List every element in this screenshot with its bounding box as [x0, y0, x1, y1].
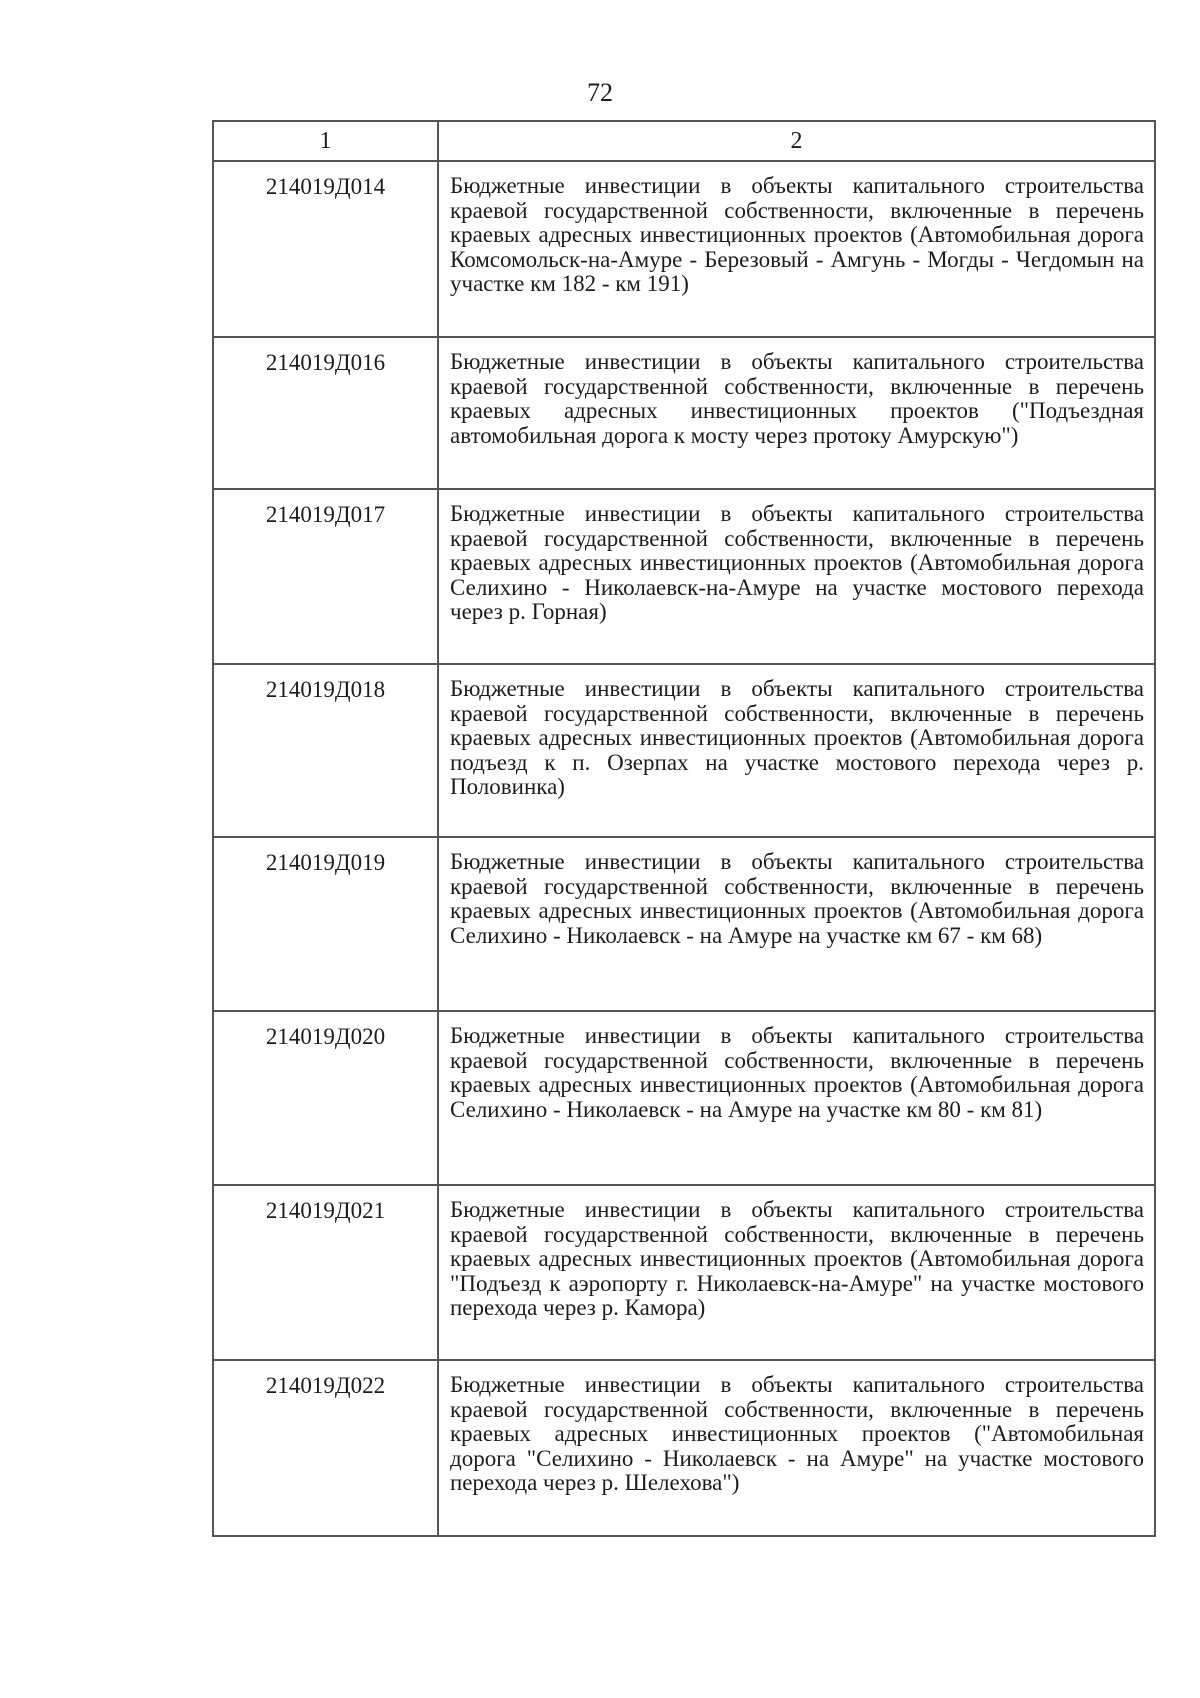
- row-code: 214019Д021: [213, 1185, 438, 1360]
- row-description-cell: [438, 837, 1155, 1011]
- row-code: 214019Д020: [213, 1011, 438, 1185]
- row-code: 214019Д022: [213, 1360, 438, 1536]
- page-number: 72: [587, 78, 613, 107]
- row-description-cell: [438, 1360, 1155, 1536]
- table-row: [213, 664, 1155, 837]
- row-code: 214019Д017: [213, 489, 438, 664]
- table-row: [213, 1360, 1155, 1536]
- table-row: [213, 837, 1155, 1011]
- row-code: 214019Д019: [213, 837, 438, 1011]
- table-row: [213, 1011, 1155, 1185]
- table-row: [213, 489, 1155, 664]
- table-row: [213, 161, 1155, 337]
- row-description: Бюджетные инвестиции в объекты капитального строительства краевой государственной собственности, включенные в перечень краевых адресных инвестиционных проектов (Автомобильная дорога Селихино - Николаевск - на Амуре на участке км 80 - км 81): [450, 1023, 1144, 1122]
- row-description: Бюджетные инвестиции в объекты капитального строительства краевой государственной собственности, включенные в перечень краевых адресных инвестиционных проектов (Автомобильная дорога подъезд к п. Озерпах на участке мостового перехода через р. Половинка): [450, 676, 1144, 799]
- table-row: [213, 337, 1155, 489]
- row-code: 214019Д016: [213, 337, 438, 489]
- row-description-cell: [438, 489, 1155, 664]
- row-description: Бюджетные инвестиции в объекты капитального строительства краевой государственной собственности, включенные в перечень краевых адресных инвестиционных проектов (Автомобильная дорога "Подъезд к аэропорту г. Николаевск-на-Амуре" на участке мостового перехода через р. Камора): [450, 1197, 1144, 1320]
- row-description-cell: [438, 161, 1155, 337]
- row-description-cell: [438, 1011, 1155, 1185]
- row-description: Бюджетные инвестиции в объекты капитального строительства краевой государственной собственности, включенные в перечень краевых адресных инвестиционных проектов ("Автомобильная дорога "Селихино - Николаевск - на Амуре" на участке мостового перехода через р. Шелехова"): [450, 1372, 1144, 1495]
- row-description-cell: [438, 337, 1155, 489]
- row-description-cell: [438, 1185, 1155, 1360]
- column-header-1: 1: [213, 121, 438, 161]
- column-header-2: 2: [438, 121, 1155, 161]
- row-description: Бюджетные инвестиции в объекты капитального строительства краевой государственной собственности, включенные в перечень краевых адресных инвестиционных проектов ("Подъездная автомобильная дорога к мосту через протоку Амурскую"): [450, 349, 1144, 448]
- row-description-cell: [438, 664, 1155, 837]
- row-code: 214019Д018: [213, 664, 438, 837]
- row-description: Бюджетные инвестиции в объекты капитального строительства краевой государственной собственности, включенные в перечень краевых адресных инвестиционных проектов (Автомобильная дорога Селихино - Николаевск-на-Амуре на участке мостового перехода через р. Горная): [450, 501, 1144, 624]
- row-code: 214019Д014: [213, 161, 438, 337]
- budget-code-table: [212, 120, 1156, 1537]
- table-row: [213, 1185, 1155, 1360]
- row-description: Бюджетные инвестиции в объекты капитального строительства краевой государственной собственности, включенные в перечень краевых адресных инвестиционных проектов (Автомобильная дорога Комсомольск-на-Амуре - Березовый - Амгунь - Могды - Чегдомын на участке км 182 - км 191): [450, 173, 1144, 296]
- row-description: Бюджетные инвестиции в объекты капитального строительства краевой государственной собственности, включенные в перечень краевых адресных инвестиционных проектов (Автомобильная дорога Селихино - Николаевск - на Амуре на участке км 67 - км 68): [450, 849, 1144, 948]
- table-header-row: [213, 121, 1155, 161]
